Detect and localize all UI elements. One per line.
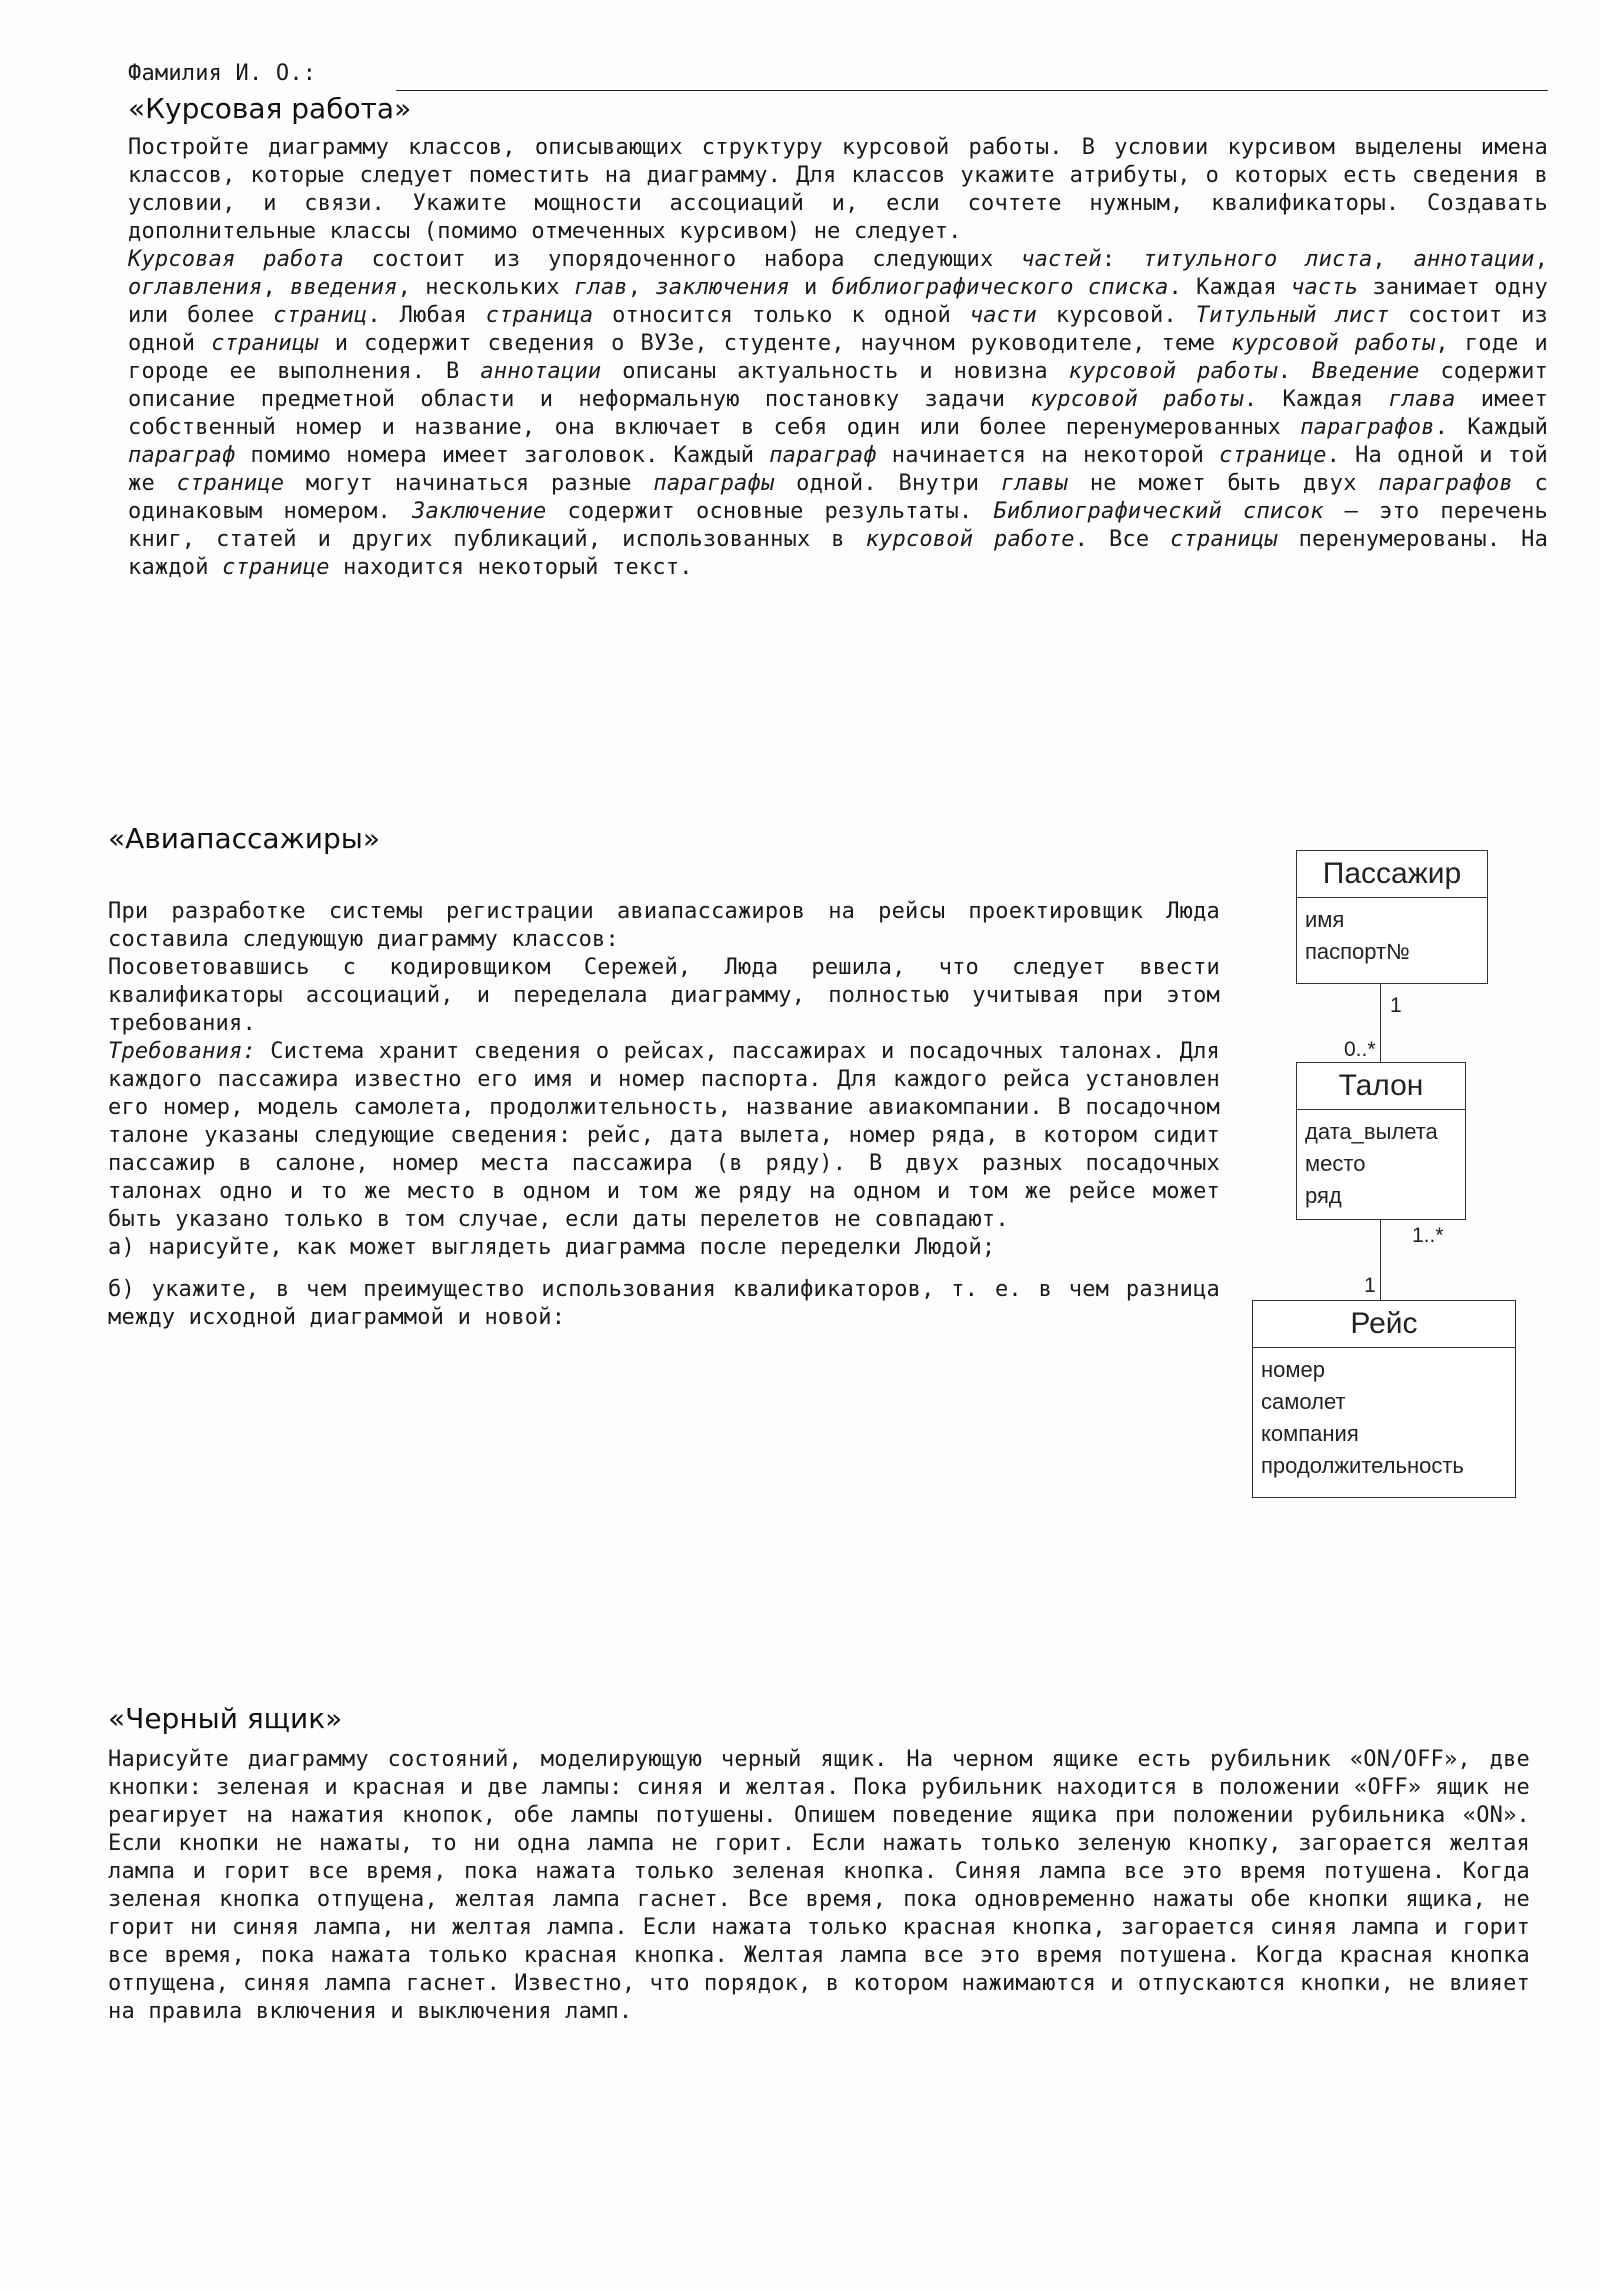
class-name: Пассажир [1297,851,1487,898]
class-attributes [1253,1348,1515,1488]
avia-question-a: а) нарисуйте, как может выглядеть диаграмма после переделки Людой; [108,1235,996,1260]
text-run: помимо номера имеет заголовок. Каждый [235,443,770,468]
text-run: с одинаковым номером. [128,471,1548,524]
text-run: курсовой. [1037,303,1196,328]
class-term: оглавления [128,275,263,300]
attribute: имя [1305,907,1345,932]
avia-text [108,898,1220,1332]
class-term: параграфов [1378,471,1513,496]
class-term: Библиографический список [993,499,1324,524]
avia-question-b: б) укажите, в чем преимущество использования квалификаторов, т. е. в чем разница между исходной диаграммой и новой: [108,1277,1220,1330]
class-term: Курсовая работа [128,247,344,272]
text-run: начинается на некоторой [876,443,1220,468]
name-field [128,60,1548,94]
class-term: странице [222,555,330,580]
coursework-text [128,134,1548,582]
class-term: курсовой работе [865,527,1075,552]
requirements-text: Система хранит сведения о рейсах, пассажирах и посадочных талонах. Для каждого пассажира известно его имя и номер паспорта. Для каждого рейса установлен его номер, модель самолета, продолжительность, название авиакомпании. В посадочном талоне указаны следующие сведения: рейс, дата вылета, номер ряда, в котором сидит пассажир в салоне, номер места пассажира (в ряду). В двух разных посадочных талонах одно и то же место в одном и том же ряду на одном и том же рейсе может быть указано только в том случае, если даты перелетов не совпадают. [108,1039,1220,1232]
class-term: частей [1021,247,1102,272]
class-term: части [969,303,1038,328]
class-term: страниц [273,303,368,328]
requirements-label: Требования: [108,1039,256,1064]
class-term: главы [1000,471,1069,496]
class-term: аннотации [480,359,602,384]
class-term: страницы [1170,527,1278,552]
multiplicity-label: 1 [1364,1274,1376,1297]
attribute: паспорт№ [1305,939,1410,964]
class-term: аннотации [1413,247,1535,272]
class-term: часть [1291,275,1359,300]
coursework-intro: Постройте диаграмму классов, описывающих структуру курсовой работы. В условии курсивом выделены имена классов, которые следует поместить на диаграмму. Для классов укажите атрибуты, о которых есть сведения в условии, и связи. Укажите мощности ассоциаций и, если сочтете нужным, квалификаторы. Создавать дополнительные классы (помимо отмеченных курсивом) не следует. [128,135,1548,244]
text-run: не может быть двух [1068,471,1379,496]
class-name: Талон [1297,1063,1465,1110]
class-name: Рейс [1253,1301,1515,1348]
text-run: и [789,275,832,300]
text-run: состоит из упорядоченного набора следующих [343,247,1022,272]
avia-consultation: Посоветовавшись с кодировщиком Сережей, Люда решила, что следует ввести квалификаторы ассоциаций, и переделала диаграмму, полностью учитывая при этом требования. [108,955,1220,1036]
class-term: Заключение [412,499,547,524]
class-term: странице [1219,443,1327,468]
text-run: . Каждый [1434,415,1549,440]
blackbox-title: «Черный ящик» [108,1702,343,1735]
text-run: – это перечень книг, статей и других публикаций, использованных в [128,499,1548,552]
text-run: , [1372,247,1414,272]
text-run: . На одной и той же [128,443,1548,496]
class-term: страницы [211,331,319,356]
text-run: состоит из одной [128,303,1549,356]
class-term: странице [176,471,285,496]
text-run: находится некоторый текст. [329,555,693,580]
class-term: параграфов [1300,415,1435,440]
coursework-title: «Курсовая работа» [128,92,412,125]
text-run: , годе и городе ее выполнения. В [128,331,1548,384]
class-attributes [1297,1110,1465,1218]
class-term: Введение [1312,359,1420,384]
attribute: самолет [1261,1389,1346,1414]
text-run: могут начинаться разные [284,471,654,496]
multiplicity-label: 0..* [1344,1038,1376,1061]
text-run: , [1534,247,1549,272]
text-run: . [1277,359,1313,384]
class-talon [1296,1062,1466,1220]
attribute: дата_вылета [1305,1119,1438,1144]
class-term: Титульный лист [1195,303,1390,328]
coursework-description [128,246,1548,582]
class-passenger [1296,850,1488,984]
association-line [1380,1219,1381,1300]
text-run: : [1101,247,1143,272]
avia-requirements [108,1038,1220,1234]
text-run: , нескольких [397,275,574,300]
class-term: параграфы [653,471,775,496]
text-run: и содержит сведения о ВУЗе, студенте, научном руководителе, теме [318,331,1232,356]
class-term: параграф [128,443,236,468]
class-term: глава [1388,387,1456,412]
class-term: курсовой работы [1231,331,1436,356]
avia-title: «Авиапассажиры» [108,822,380,855]
blackbox-text [108,1746,1530,2026]
multiplicity-label: 1 [1390,994,1402,1017]
text-run: содержит основные результаты. [546,499,994,524]
attribute: продолжительность [1261,1453,1464,1478]
text-run: занимает одну или более [128,275,1548,328]
class-term: глав [573,275,628,300]
attribute: ряд [1305,1183,1342,1208]
name-label: Фамилия И. О.: [128,61,317,86]
attribute: место [1305,1151,1366,1176]
class-term: страница [485,303,594,328]
attribute: номер [1261,1357,1325,1382]
text-run: относится только к одной [593,303,970,328]
class-term: библиографического списка [831,275,1169,300]
class-attributes [1297,898,1487,974]
text-run: , [627,275,656,300]
text-run: содержит описание предметной области и неформальную постановку задачи [128,359,1549,412]
text-run: . Каждая [1168,275,1292,300]
class-term: введения [290,275,398,300]
text-run: . Любая [367,303,486,328]
class-term: заключения [655,275,790,300]
class-diagram [1240,850,1600,1510]
blackbox-description: Нарисуйте диаграмму состояний, моделирующую черный ящик. На черном ящике есть рубильник «ON/OFF», две кнопки: зеленая и красная и две лампы: синяя и желтая. Пока рубильник находится в положении «OFF» ящик не реагирует на нажатия кнопок, обе лампы потушены. Опишем поведение ящика при положении рубильника «ON». Если кнопки не нажаты, то ни одна лампа не горит. Если нажать только зеленую кнопку, загорается желтая лампа и горит все время, пока нажата только зеленая кнопка. Синяя лампа все это время потушена. Когда зеленая кнопка отпущена, желтая лампа гаснет. Все время, пока одновременно нажаты обе кнопки ящика, не горит ни синяя лампа, ни желтая лампа. Если нажата только красная кнопка, загорается синяя лампа и горит все время, пока нажата только красная кнопка. Желтая лампа все это время потушена. Когда красная кнопка отпущена, синяя лампа гаснет. Известно, что порядок, в котором нажимаются и отпускаются кнопки, не влияет на правила включения и выключения ламп. [108,1747,1530,2024]
class-term: параграф [769,443,877,468]
association-line [1380,983,1381,1062]
avia-intro: При разработке системы регистрации авиапассажиров на рейсы проектировщик Люда составила следующую диаграмму классов: [108,899,1220,952]
class-term: титульного листа [1143,247,1373,272]
class-flight [1252,1300,1516,1498]
class-term: курсовой работы [1030,387,1244,412]
text-run: перенумерованы. На каждой [128,527,1549,580]
multiplicity-label: 1..* [1412,1224,1444,1247]
class-term: курсовой работы [1068,359,1278,384]
text-run: . Каждая [1243,387,1389,412]
attribute: компания [1261,1421,1359,1446]
text-run: , [262,275,291,300]
text-run: имеет собственный номер и название, она включает в себя один или более перенумерованных [128,387,1549,440]
text-run: описаны актуальность и новизна [601,359,1069,384]
text-run: . Все [1074,527,1171,552]
text-run: одной. Внутри [774,471,1001,496]
name-underline [396,90,1548,91]
